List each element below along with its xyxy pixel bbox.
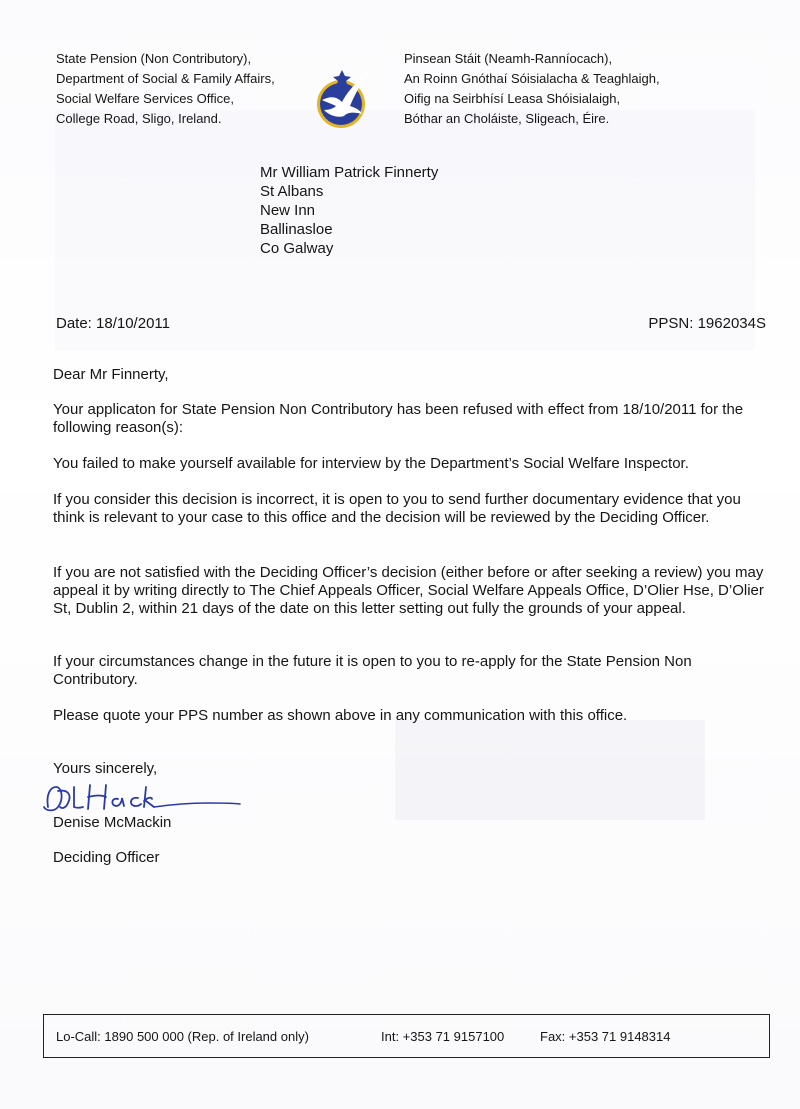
letterhead-line: State Pension (Non Contributory), [56,51,252,66]
body-paragraph [53,564,773,618]
body-paragraph [53,653,773,689]
pps-number: PPSN: 1962034S [648,315,766,332]
salutation-text: Dear Mr Finnerty, [53,366,169,383]
locall-number: Lo-Call: 1890 500 000 (Rep. of Ireland only) [56,1029,309,1044]
paragraph-text: If you consider this decision is incorrect, it is open to you to send further documentary evidence that you think is relevant to your case to this office and the decision will be reviewed by the Deciding Officer. [53,491,741,526]
letterhead-line: An Roinn Gnóthaí Sóisialacha & Teaghlaigh, [404,71,660,86]
recipient-address [260,163,438,258]
letterhead-line: Department of Social & Family Affairs, [56,71,275,86]
body-paragraph [53,491,773,527]
recipient-line: New Inn [260,202,316,219]
signatory-title: Deciding Officer [53,849,160,866]
paragraph-text: Your applicaton for State Pension Non Contributory has been refused with effect from 18/10/2011 for the following reason(s): [53,401,744,436]
recipient-line: Ballinasloe [260,221,333,238]
body-paragraph [53,401,773,437]
letterhead-line: Bóthar an Choláiste, Sligeach, Éire. [404,111,610,126]
letterhead-line: College Road, Sligo, Ireland. [56,111,222,126]
letterhead-english-address [56,49,275,129]
letterhead-irish-address [404,49,660,129]
letterhead-line: Pinsean Stáit (Neamh-Ranníocach), [404,51,613,66]
recipient-line: St Albans [260,183,324,200]
paragraph-text: You failed to make yourself available for interview by the Department’s Social Welfare Inspector. [53,455,689,472]
letter-date: Date: 18/10/2011 [56,315,170,332]
international-number: Int: +353 71 9157100 [381,1029,505,1044]
salutation [53,366,773,384]
valediction: Yours sincerely, [53,760,158,777]
handwritten-signature-icon [38,781,243,817]
recipient-line: Mr William Patrick Finnerty [260,164,439,181]
recipient-line: Co Galway [260,240,334,257]
letterhead-line: Social Welfare Services Office, [56,91,234,106]
department-bird-logo-icon [314,66,370,134]
contact-footer [43,1014,770,1058]
bleed-through-table [395,720,705,820]
body-paragraph [53,455,773,473]
body-paragraph [53,707,773,725]
paragraph-text: If your circumstances change in the future it is open to you to re-apply for the State Pension Non Contributory. [53,653,692,688]
paragraph-text: Please quote your PPS number as shown above in any communication with this office. [53,707,628,724]
paragraph-text: If you are not satisfied with the Deciding Officer’s decision (either before or after seeking a review) you may appeal it by writing directly to The Chief Appeals Officer, Social Welfare Appeals Office, D’Olier Hse, D’Olier St, Dublin 2, within 21 days of the date on this letter setting out fully the grounds of your appeal. [53,564,764,617]
letterhead-line: Oifig na Seirbhísí Leasa Shóisialaigh, [404,91,621,106]
fax-number: Fax: +353 71 9148314 [540,1029,671,1044]
signatory-name: Denise McMackin [53,814,172,831]
